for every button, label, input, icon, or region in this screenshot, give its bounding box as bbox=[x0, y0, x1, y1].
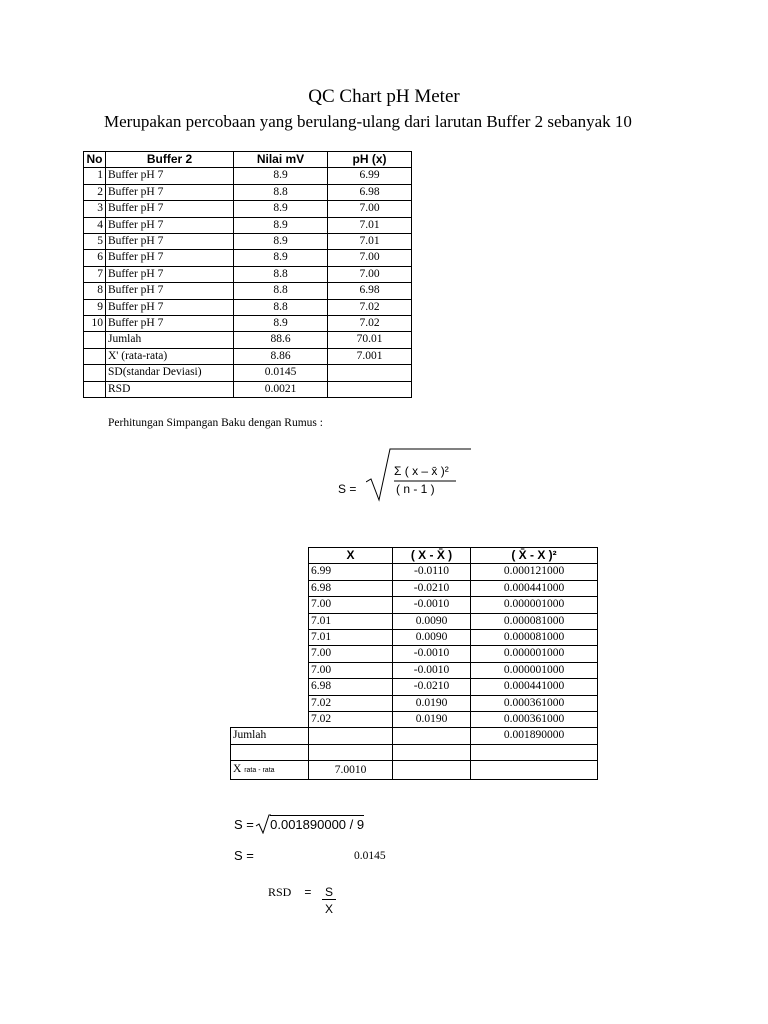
rsd-equals: = bbox=[304, 885, 312, 899]
row-ph: 7.02 bbox=[328, 316, 412, 332]
buffer-table-row bbox=[84, 266, 412, 282]
row-mv: 8.9 bbox=[234, 201, 328, 217]
deviation-table bbox=[230, 547, 598, 780]
row-squared-deviation: 0.000081000 bbox=[471, 630, 598, 646]
row-x: 7.00 bbox=[309, 646, 393, 662]
buffer-table bbox=[83, 151, 412, 398]
buffer-table-row bbox=[84, 283, 412, 299]
row-buffer: Buffer pH 7 bbox=[106, 250, 234, 266]
formula-denominator: ( n - 1 ) bbox=[396, 482, 435, 496]
row-no: 2 bbox=[84, 184, 106, 200]
deviation-table-row bbox=[231, 630, 598, 646]
row-ph: 7.01 bbox=[328, 234, 412, 250]
row-x: 7.01 bbox=[309, 630, 393, 646]
row-no: 7 bbox=[84, 266, 106, 282]
summary-ph bbox=[328, 381, 412, 397]
deviation-table-row bbox=[231, 613, 598, 629]
header-x: X bbox=[309, 548, 393, 564]
deviation-table-row bbox=[231, 564, 598, 580]
row-squared-deviation: 0.000441000 bbox=[471, 580, 598, 596]
s-root-prefix: S = bbox=[234, 817, 254, 832]
buffer-table-row bbox=[84, 184, 412, 200]
s-result-label: S = bbox=[234, 848, 254, 863]
summary-mv: 88.6 bbox=[234, 332, 328, 348]
row-no: 8 bbox=[84, 283, 106, 299]
row-deviation: -0.0210 bbox=[393, 679, 471, 695]
row-mv: 8.9 bbox=[234, 217, 328, 233]
summary-label: RSD bbox=[106, 381, 234, 397]
sqrt-small-icon bbox=[255, 814, 271, 834]
row-mv: 8.9 bbox=[234, 316, 328, 332]
row-buffer: Buffer pH 7 bbox=[106, 184, 234, 200]
row-squared-deviation: 0.000361000 bbox=[471, 695, 598, 711]
row-buffer: Buffer pH 7 bbox=[106, 299, 234, 315]
row-no: 3 bbox=[84, 201, 106, 217]
row-deviation: -0.0010 bbox=[393, 646, 471, 662]
row-buffer: Buffer pH 7 bbox=[106, 201, 234, 217]
row-no: 9 bbox=[84, 299, 106, 315]
row-no: 4 bbox=[84, 217, 106, 233]
row-x: 7.00 bbox=[309, 597, 393, 613]
deviation-table-row bbox=[231, 646, 598, 662]
row-x: 7.02 bbox=[309, 712, 393, 728]
row-deviation: 0.0090 bbox=[393, 630, 471, 646]
buffer-table-summary-row bbox=[84, 365, 412, 381]
row-ph: 6.99 bbox=[328, 168, 412, 184]
jumlah-value: 0.001890000 bbox=[471, 728, 598, 744]
row-deviation: 0.0090 bbox=[393, 613, 471, 629]
header-x-minus-mean: ( X - X̄ ) bbox=[393, 548, 471, 564]
buffer-table-row bbox=[84, 316, 412, 332]
row-deviation: -0.0010 bbox=[393, 662, 471, 678]
row-squared-deviation: 0.000001000 bbox=[471, 646, 598, 662]
summary-ph: 7.001 bbox=[328, 348, 412, 364]
header-no: No bbox=[84, 152, 106, 168]
row-mv: 8.8 bbox=[234, 299, 328, 315]
deviation-table-row bbox=[231, 695, 598, 711]
deviation-table-row bbox=[231, 712, 598, 728]
row-ph: 6.98 bbox=[328, 184, 412, 200]
header-buffer: Buffer 2 bbox=[106, 152, 234, 168]
summary-label: X' (rata-rata) bbox=[106, 348, 234, 364]
buffer-table-body bbox=[84, 168, 412, 398]
deviation-table-header bbox=[231, 548, 598, 564]
row-mv: 8.9 bbox=[234, 168, 328, 184]
header-squared-deviation: ( X̄ - X )² bbox=[471, 548, 598, 564]
row-buffer: Buffer pH 7 bbox=[106, 234, 234, 250]
formula-numerator: Σ ( x – x̄ )² bbox=[394, 464, 449, 478]
summary-ph bbox=[328, 365, 412, 381]
s-root-expression: 0.001890000 / 9 bbox=[270, 817, 365, 832]
row-mv: 8.9 bbox=[234, 234, 328, 250]
summary-mv: 0.0021 bbox=[234, 381, 328, 397]
buffer-table-row bbox=[84, 234, 412, 250]
row-buffer: Buffer pH 7 bbox=[106, 266, 234, 282]
summary-label: SD(standar Deviasi) bbox=[106, 365, 234, 381]
buffer-table-row bbox=[84, 250, 412, 266]
deviation-empty-row bbox=[231, 744, 598, 760]
deviation-rata-row bbox=[231, 761, 598, 780]
row-no: 10 bbox=[84, 316, 106, 332]
page-subtitle: Merupakan percobaan yang berulang-ulang dari larutan Buffer 2 sebanyak 10 bbox=[104, 112, 632, 131]
deviation-table-row bbox=[231, 679, 598, 695]
row-squared-deviation: 0.000441000 bbox=[471, 679, 598, 695]
summary-mv: 8.86 bbox=[234, 348, 328, 364]
summary-label: Jumlah bbox=[106, 332, 234, 348]
rsd-formula bbox=[268, 885, 333, 916]
buffer-table-row bbox=[84, 217, 412, 233]
buffer-table-summary-row bbox=[84, 332, 412, 348]
row-x: 6.98 bbox=[309, 679, 393, 695]
row-no: 1 bbox=[84, 168, 106, 184]
buffer-table-header bbox=[84, 152, 412, 168]
row-deviation: -0.0010 bbox=[393, 597, 471, 613]
row-squared-deviation: 0.000001000 bbox=[471, 597, 598, 613]
row-mv: 8.8 bbox=[234, 266, 328, 282]
rata-rata-value: 7.0010 bbox=[309, 761, 393, 780]
row-ph: 7.00 bbox=[328, 201, 412, 217]
row-squared-deviation: 0.000121000 bbox=[471, 564, 598, 580]
summary-mv: 0.0145 bbox=[234, 365, 328, 381]
row-x: 6.98 bbox=[309, 580, 393, 596]
row-x: 7.00 bbox=[309, 662, 393, 678]
row-buffer: Buffer pH 7 bbox=[106, 283, 234, 299]
page-title: QC Chart pH Meter bbox=[308, 86, 460, 107]
row-deviation: -0.0210 bbox=[393, 580, 471, 596]
row-buffer: Buffer pH 7 bbox=[106, 168, 234, 184]
header-nilai-mv: Nilai mV bbox=[234, 152, 328, 168]
row-deviation: 0.0190 bbox=[393, 712, 471, 728]
rsd-numerator: S bbox=[322, 885, 336, 900]
row-deviation: 0.0190 bbox=[393, 695, 471, 711]
deviation-table-row bbox=[231, 597, 598, 613]
buffer-table-row bbox=[84, 299, 412, 315]
row-x: 7.02 bbox=[309, 695, 393, 711]
row-mv: 8.9 bbox=[234, 250, 328, 266]
row-squared-deviation: 0.000361000 bbox=[471, 712, 598, 728]
std-dev-formula bbox=[338, 446, 478, 506]
buffer-table-row bbox=[84, 201, 412, 217]
rata-rata-label: X rata - rata bbox=[231, 761, 309, 780]
jumlah-label: Jumlah bbox=[231, 728, 309, 744]
row-deviation: -0.0110 bbox=[393, 564, 471, 580]
deviation-table-row bbox=[231, 662, 598, 678]
row-squared-deviation: 0.000081000 bbox=[471, 613, 598, 629]
row-ph: 7.00 bbox=[328, 250, 412, 266]
row-no: 5 bbox=[84, 234, 106, 250]
row-x: 7.01 bbox=[309, 613, 393, 629]
row-mv: 8.8 bbox=[234, 283, 328, 299]
deviation-table-row bbox=[231, 580, 598, 596]
row-ph: 7.00 bbox=[328, 266, 412, 282]
s-result-value: 0.0145 bbox=[354, 850, 386, 862]
row-ph: 6.98 bbox=[328, 283, 412, 299]
buffer-table-summary-row bbox=[84, 348, 412, 364]
row-buffer: Buffer pH 7 bbox=[106, 217, 234, 233]
summary-ph: 70.01 bbox=[328, 332, 412, 348]
deviation-jumlah-row bbox=[231, 728, 598, 744]
rsd-denominator: X bbox=[324, 902, 333, 916]
rsd-label: RSD bbox=[268, 885, 292, 899]
formula-s-equals: S = bbox=[338, 482, 357, 496]
row-squared-deviation: 0.000001000 bbox=[471, 662, 598, 678]
row-ph: 7.02 bbox=[328, 299, 412, 315]
header-ph: pH (x) bbox=[328, 152, 412, 168]
buffer-table-row bbox=[84, 168, 412, 184]
row-no: 6 bbox=[84, 250, 106, 266]
deviation-table-body bbox=[231, 564, 598, 728]
s-root-calculation bbox=[234, 814, 364, 834]
row-buffer: Buffer pH 7 bbox=[106, 316, 234, 332]
buffer-table-summary-row bbox=[84, 381, 412, 397]
row-mv: 8.8 bbox=[234, 184, 328, 200]
row-x: 6.99 bbox=[309, 564, 393, 580]
row-ph: 7.01 bbox=[328, 217, 412, 233]
rumus-label: Perhitungan Simpangan Baku dengan Rumus : bbox=[108, 417, 323, 429]
